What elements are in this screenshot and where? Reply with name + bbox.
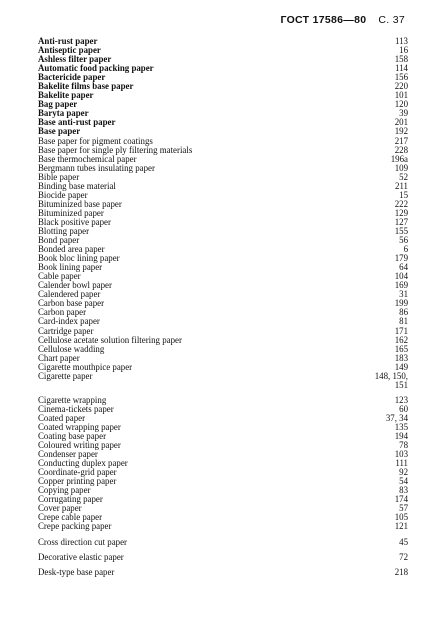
- entry-number: 39: [399, 108, 408, 119]
- entry-term: Coloured writing paper: [38, 440, 121, 451]
- entry-number: 83: [399, 485, 408, 496]
- entry-number: 199: [394, 298, 408, 309]
- entry-number: 78: [399, 440, 408, 451]
- entry-term: Carbon paper: [38, 307, 87, 318]
- entry-number: 57: [399, 503, 408, 514]
- entry-number: 45: [399, 536, 408, 547]
- entry-term: Cartridge paper: [38, 325, 94, 336]
- entry-number: 156: [394, 72, 408, 83]
- entry-number: 201: [394, 117, 408, 128]
- page-number: С. 37: [378, 14, 405, 26]
- entry-number: 101: [394, 90, 408, 101]
- index-entry: [38, 82, 408, 91]
- index-entry: [38, 345, 408, 354]
- entry-number: 52: [399, 171, 408, 182]
- entry-term: Bakelite films base paper: [38, 81, 134, 92]
- entry-term: Bakelite paper: [38, 90, 94, 101]
- index-entry: [38, 538, 408, 547]
- index-entry: [38, 227, 408, 236]
- entry-number: 103: [394, 449, 408, 460]
- entry-term: Binding base material: [38, 180, 116, 191]
- entry-term: Coating base paper: [38, 431, 107, 442]
- entry-term: Copper printing paper: [38, 476, 117, 487]
- entry-number: 105: [394, 512, 408, 523]
- entry-number: 120: [394, 99, 408, 110]
- entry-number: 111: [395, 458, 408, 469]
- entry-term: Baryta paper: [38, 108, 89, 119]
- entry-term: Anti-rust paper: [38, 36, 98, 46]
- entry-term: Coated wrapping paper: [38, 421, 121, 432]
- entry-number: 148, 150,: [374, 370, 408, 381]
- entry-number: 104: [394, 271, 408, 282]
- index-entry: [38, 568, 408, 577]
- entry-number: 183: [394, 352, 408, 363]
- entry-term: Base paper for pigment coatings: [38, 135, 153, 146]
- entry-term: Cigarette paper: [38, 370, 93, 381]
- entry-term: Base paper for single ply filtering materials: [38, 144, 193, 155]
- entry-term: Cross direction cut paper: [38, 536, 127, 547]
- entry-term: Carbon base paper: [38, 298, 105, 309]
- index-entry: [38, 363, 408, 372]
- index-entry: [38, 299, 408, 308]
- entry-term: Base thermochemical paper: [38, 153, 137, 164]
- entry-number: 64: [399, 262, 408, 273]
- entry-term: Calendered paper: [38, 289, 101, 300]
- entry-term: Cigarette mouthpice paper: [38, 361, 133, 372]
- entry-number: 211: [395, 180, 408, 191]
- entry-term: Bituminized paper: [38, 207, 104, 218]
- entry-term: Crepe packing paper: [38, 521, 112, 532]
- index-entry: [38, 263, 408, 272]
- entry-term: Cover paper: [38, 503, 82, 514]
- entry-term: Desk-type base paper: [38, 566, 115, 577]
- index-entry: [38, 477, 408, 486]
- entry-term: Copying paper: [38, 485, 91, 496]
- entry-term: Bactericide paper: [38, 72, 106, 83]
- index-entry: [38, 317, 408, 326]
- entry-number: 56: [399, 235, 408, 246]
- entry-number: 92: [399, 467, 408, 478]
- entry-term: Cellulose acetate solution filtering paper: [38, 334, 182, 345]
- entry-number: 121: [394, 521, 408, 532]
- entry-number: 218: [394, 566, 408, 577]
- entry-number: 149: [394, 361, 408, 372]
- index-entry: [38, 495, 408, 504]
- term-index-list: [38, 37, 408, 577]
- entry-number: 37, 34: [385, 412, 408, 423]
- index-entry: [38, 372, 408, 381]
- index-entry: [38, 100, 408, 109]
- entry-number: 81: [399, 316, 408, 327]
- entry-term: Bergmann tubes insulating paper: [38, 162, 155, 173]
- entry-number: 171: [394, 325, 408, 336]
- entry-term: Chart paper: [38, 352, 80, 363]
- entry-number: 127: [394, 216, 408, 227]
- entry-number: 158: [394, 54, 408, 65]
- entry-number: 162: [394, 334, 408, 345]
- entry-term: Cable paper: [38, 271, 81, 282]
- entry-term: Antiseptic paper: [38, 45, 101, 56]
- entry-term: Cigarette wrapping: [38, 394, 107, 405]
- entry-term: Coated paper: [38, 412, 86, 423]
- entry-term: Bituminized base paper: [38, 198, 122, 209]
- index-entry: [38, 118, 408, 127]
- index-entry: [38, 381, 408, 390]
- entry-term: Coordinate-grid paper: [38, 467, 117, 478]
- entry-term: Bonded area paper: [38, 244, 105, 255]
- entry-number: 86: [399, 307, 408, 318]
- entry-term: Book lining paper: [38, 262, 103, 273]
- entry-number: 31: [399, 289, 408, 300]
- entry-term: Cinema-tickets paper: [38, 403, 114, 414]
- entry-term: Bond paper: [38, 235, 80, 246]
- standard-number: ГОСТ 17586—80: [280, 14, 367, 26]
- entry-number: 114: [395, 63, 408, 74]
- entry-term: Ashless filter paper: [38, 54, 112, 65]
- entry-term: Book bloc lining paper: [38, 253, 120, 264]
- entry-term: Decorative elastic paper: [38, 551, 124, 562]
- entry-term: Card-index paper: [38, 316, 100, 327]
- entry-term: Corrugating paper: [38, 494, 103, 505]
- entry-term: Crepe cable paper: [38, 512, 103, 523]
- entry-term: Base anti-rust paper: [38, 117, 116, 128]
- entry-number: 194: [394, 431, 408, 442]
- entry-number: 54: [399, 476, 408, 487]
- entry-term: Bible paper: [38, 171, 80, 182]
- index-entry: [38, 164, 408, 173]
- index-entry: [38, 91, 408, 100]
- index-entry: [38, 522, 408, 531]
- entry-number: 165: [394, 343, 408, 354]
- index-entry: [38, 553, 408, 562]
- entry-term: Cellulose wadding: [38, 343, 105, 354]
- entry-number: 228: [394, 144, 408, 155]
- entry-number: 192: [394, 126, 408, 137]
- entry-number: 179: [394, 253, 408, 264]
- entry-number: 169: [394, 280, 408, 291]
- entry-number: 109: [394, 162, 408, 173]
- entry-number: 72: [399, 551, 408, 562]
- entry-term: Base paper: [38, 126, 81, 137]
- entry-number: 135: [394, 421, 408, 432]
- entry-term: Conducting duplex paper: [38, 458, 128, 469]
- entry-number: 113: [395, 36, 408, 46]
- entry-number: 196a: [390, 153, 408, 164]
- entry-term: Blotting paper: [38, 225, 90, 236]
- entry-number: 222: [394, 198, 408, 209]
- entry-number: 217: [394, 135, 408, 146]
- entry-term: Condenser paper: [38, 449, 98, 460]
- page-header: [280, 14, 405, 26]
- entry-term: Bag paper: [38, 99, 78, 110]
- entry-number: 60: [399, 403, 408, 414]
- entry-term: Black positive paper: [38, 216, 111, 227]
- entry-term: Automatic food packing paper: [38, 63, 154, 74]
- entry-term: Biocide paper: [38, 189, 88, 200]
- index-entry: [38, 405, 408, 414]
- entry-number: 174: [394, 494, 408, 505]
- entry-number: 6: [403, 244, 408, 255]
- entry-number: 220: [394, 81, 408, 92]
- index-entry: [38, 182, 408, 191]
- entry-number: 16: [399, 45, 408, 56]
- entry-term: Calender bowl paper: [38, 280, 112, 291]
- entry-number: 129: [394, 207, 408, 218]
- entry-number: 155: [394, 225, 408, 236]
- entry-number: 123: [394, 394, 408, 405]
- entry-number: 15: [399, 189, 408, 200]
- entry-number: 151: [394, 379, 408, 390]
- index-entry: [38, 218, 408, 227]
